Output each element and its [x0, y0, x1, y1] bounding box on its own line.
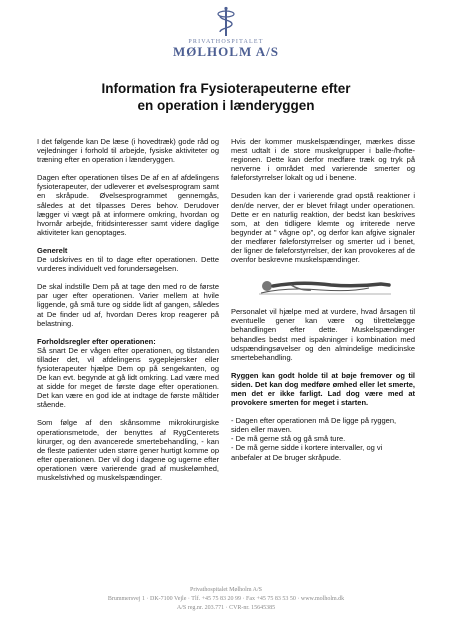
- muscle-tension-paragraph: Hvis der kommer muskelspændinger, mærkes disse mest udtalt i de store muskelgrupper i balle-/hofte-regionen. Dette kan derfor medføre træk og tryk på nerverne i området med varierende smerter og føleforstyrrelser lokalt og ud i benene.: [231, 137, 415, 183]
- rest-paragraph: De skal indstille Dem på at tage den med ro de første par uger efter operationen. Varier mellem at hvile liggende, gå små ture og sidde lidt af gangen, således at De finder ud af, hvordan Deres krop reagerer på belastning.: [37, 282, 219, 328]
- lying-person-illustration: [231, 273, 415, 298]
- section-heading-precautions: Forholdsregler efter operationen:: [37, 336, 156, 346]
- discharge-paragraph: De udskrives en til to dage efter operationen. Dette vurderes individuelt ved forundersøgelsen.: [37, 255, 219, 274]
- logo-subtitle: PRIVATHOSPITALET: [188, 39, 264, 45]
- surgery-method-paragraph: Som følge af den skånsomme mikrokirurgiske operationsmetode, der benyttes af RygCenterets kirurger, og den avancerede smertebehandling, - kan de fleste patienter uden større gener hurtigt komme op efter operationen. Der vil dog i dagene og ugerne efter operationen være varierende grad af muskelømhed, muskelstivhed og muskelspændinger.: [37, 418, 219, 482]
- page-footer: [0, 586, 452, 613]
- back-bending-note: Ryggen kan godt holde til at bøje fremover og til siden. Det kan dog medføre ømhed eller let smerte, men det er ikke farligt. Lad dog være med at provokere smerten for meget i starten.: [231, 370, 415, 408]
- hospital-logo: [0, 6, 452, 60]
- right-column: [231, 137, 415, 462]
- precautions-paragraph: Så snart De er vågen efter operationen, og tilstanden tillader det, vil afdelingens sygeplejersker eller fysioterapeuter hjælpe Dem op på sengekanten, og De kan evt. begynde at gå lidt omkring. Lad være med at sidde for meget de første dage efter operationen. Det kan være en god ide at indtage de første måltider stående.: [37, 345, 219, 410]
- intro-paragraph: I det følgende kan De læse (i hovedtræk) gode råd og vejledninger i forhold til arbejde, fysiske aktiviteter og træning efter en operation i lænderyggen.: [37, 137, 219, 165]
- title-line-1: Information fra Fysioterapeuterne efter: [101, 81, 351, 96]
- instruction-line-3: - De må gerne sidde i kortere intervaller, og vi anbefaler at De bruger skråpude.: [231, 443, 383, 462]
- section-heading-generelt: Generelt: [37, 245, 68, 255]
- logo-title: MØLHOLM A/S: [173, 44, 279, 59]
- title-line-2: en operation i lænderyggen: [137, 98, 315, 113]
- footer-address: Brummersvej 1 · DK-7100 Vejle · Tlf. +45 75 83 20 99 · Fax +45 75 83 53 50 · www.molholm.dk: [107, 596, 345, 602]
- footer-registration: A/S reg.nr. 203.771 · CVR-nr. 15645385: [176, 605, 276, 611]
- lying-person-icon: [231, 273, 415, 298]
- footer-company: Privathospitalet Mølholm A/S: [189, 587, 262, 593]
- nerve-reaction-paragraph: Desuden kan der i varierende grad opstå reaktioner i den/de nerver, der er blevet frilagt under operationen. Dette er en naturlig reaktion, der bedst kan beskrives som, at den tidligere klemte og irriterede nerve begynder at " vågne op", og derfor kan afgive signaler der medfører føleforstyrrelser og smerter ud i benet, der ligner de føleforstyrrelser, der kan provokeres af de ovenfor beskrevne muskelspændinger.: [231, 191, 415, 265]
- day-after-paragraph: Dagen efter operationen tilses De af en af afdelingens fysioterapeuter, der udleverer et øvelsesprogram samt en skråpude. Øvelsesprogrammet gennemgås, således at det tilpasses Deres behov. Derudover lægger vi vægt på at informere omkring, hvordan og hvornår arbejde, fritidsinteresser samt videre daglige aktiviteter kan genoptages.: [37, 173, 219, 237]
- page-title: [0, 80, 452, 114]
- instruction-line-2: - De må gerne stå og gå små ture.: [231, 434, 346, 444]
- logo-emblem-icon: [215, 6, 237, 38]
- treatment-paragraph: Personalet vil hjælpe med at vurdere, hvad årsagen til eventuelle gener kan være og tilrettelægge behandlingen efter dette. Muskelspændinger behandles bedst med ispakninger i kombination med udspændingsøvelser og den almindelige medicinske smertebehandling.: [231, 307, 415, 362]
- left-column: [37, 137, 219, 491]
- instruction-line-1: - Dagen efter operationen må De ligge på ryggen, siden eller maven.: [231, 416, 397, 435]
